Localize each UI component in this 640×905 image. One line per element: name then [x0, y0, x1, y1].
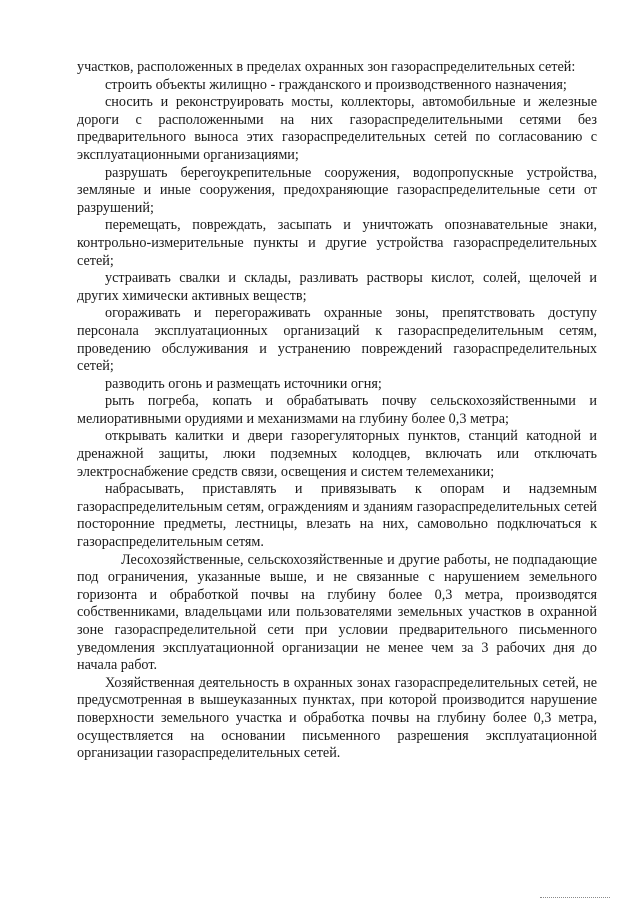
list-item-fire: разводить огонь и размещать источники огня;	[105, 375, 382, 392]
document-body	[77, 59, 597, 763]
scan-artifact-line	[540, 897, 610, 899]
list-item-destroy-structures: разрушать берегоукрепительные сооружения, водопропускные устройства, земляные и иные сооружения, предохраняющие газораспределительные сети от разрушений;	[77, 164, 597, 216]
list-item-objects: набрасывать, приставлять и привязывать к опорам и надземным газораспределительным сетям, ограждениям и зданиям газораспределительных сетей посторонние предметы, лестницы, влезать на них, самовольно подключаться к газораспределительным сетям.	[77, 481, 597, 551]
list-item-dumps: устраивать свалки и склады, разливать растворы кислот, солей, щелочей и других химически активных веществ;	[77, 270, 597, 304]
list-item-gates: открывать калитки и двери газорегуляторных пунктов, станций катодной и дренажной защиты, люки подземных колодцев, включать или отключать электроснабжение средств связи, освещения и систем телемеханики;	[77, 428, 597, 480]
list-item-demolish: сносить и реконструировать мосты, коллекторы, автомобильные и железные дороги с расположенными на них газораспределительными сетями без предварительного выноса этих газораспределительных сетей по согласованию с эксплуатационными организациями;	[77, 94, 597, 163]
list-item-signs: перемещать, повреждать, засыпать и уничтожать опознавательные знаки, контрольно-измерительные пункты и другие устройства газораспределительных сетей;	[77, 217, 597, 269]
paragraph-economic-activity: Хозяйственная деятельность в охранных зонах газораспределительных сетей, не предусмотренная в вышеуказанных пунктах, при которой производится нарушение поверхности земельного участка и обработка почвы на глубину более 0,3 метра, осуществляется на основании письменного разрешения эксплуатационной организации газораспределительных сетей.	[77, 674, 597, 762]
list-item-digging: рыть погреба, копать и обрабатывать почву сельскохозяйственными и мелиоративными орудиями и механизмами на глубину более 0,3 метра;	[77, 393, 597, 427]
paragraph-intro: участков, расположенных в пределах охранных зон газораспределительных сетей:	[77, 59, 576, 75]
paragraph-forestry-works: Лесохозяйственные, сельскохозяйственные и другие работы, не подпадающие под ограничения, указанные выше, и не связанные с нарушением земельного горизонта и обработкой почвы на глубину более 0,3 метра, производятся собственниками, владельцами или пользователями земельных участков в охранной зоне газораспределительной сети при условии предварительного письменного уведомления эксплуатационной организации не менее чем за 3 рабочих дня до начала работ.	[77, 551, 597, 674]
list-item-fencing: огораживать и перегораживать охранные зоны, препятствовать доступу персонала эксплуатационных организаций к газораспределительным сетям, проведению обслуживания и устранению повреждений газораспределительных сетей;	[77, 305, 597, 375]
list-item-build: строить объекты жилищно - гражданского и производственного назначения;	[105, 76, 567, 93]
